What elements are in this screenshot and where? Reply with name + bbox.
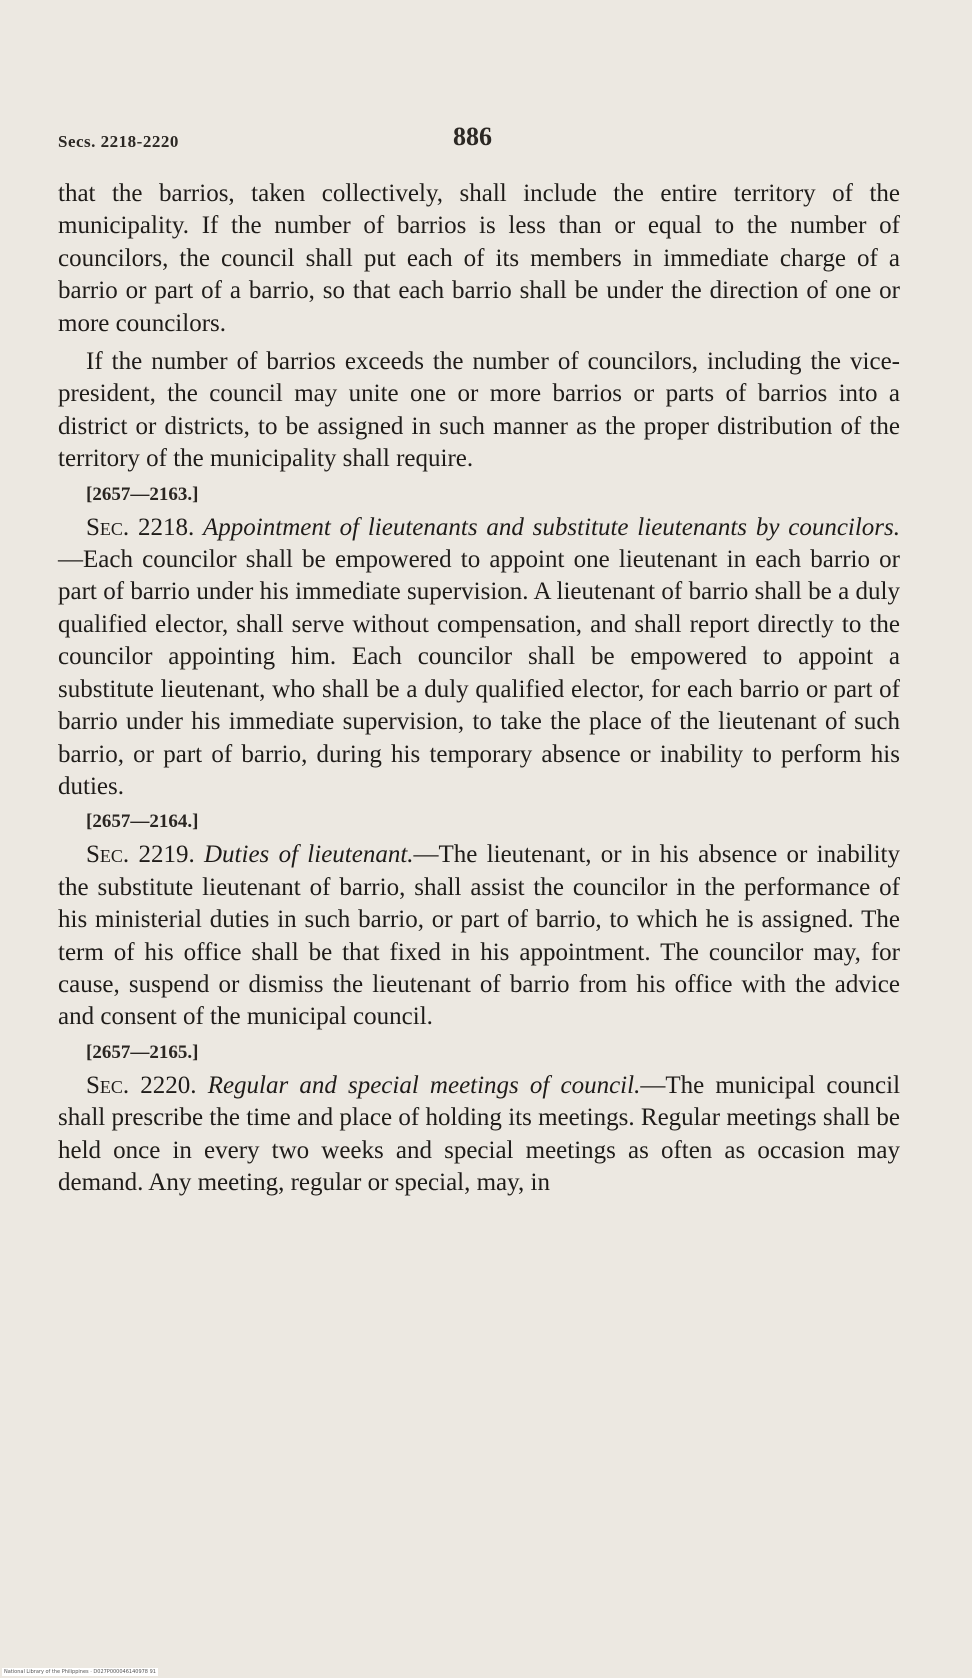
section-body: —The lieutenant, or in his absence or inability the substitute lieutenant of barrio, shall assist the councilor in the performance of his ministerial duties in such barrio, or part of barrio, to which he is assigned. The term of his office shall be that fixed in his appointment. The councilor may, for cause, suspend or dismiss the lieutenant of barrio from his office with the advice and consent of the municipal council. (58, 841, 900, 1031)
section-number: Sec. 2220. (86, 1071, 197, 1099)
section-number: Sec. 2219. (86, 841, 195, 869)
page-header (58, 122, 900, 156)
section-citation: [2657—2163.] (86, 483, 199, 505)
section-paragraph (58, 1070, 900, 1200)
section-paragraph (58, 512, 900, 804)
section-heading: Regular and special meetings of council. (207, 1071, 641, 1099)
section-2219 (58, 809, 900, 1033)
paragraph-continued: that the barrios, taken collectively, shall include the entire territory of the municipality. If the number of barrios is less than or equal to the number of councilors, the council shall put each of its members in immediate charge of a barrio or part of a barrio, so that each barrio shall be under the direction of one or more councilors. (58, 180, 900, 337)
section-body: —The municipal council shall prescribe the time and place of holding its meetings. Regular meetings shall be held once in every two weeks and special meetings as often as occasion may demand. Any meeting, regular or special, may, in (58, 1071, 901, 1196)
section-paragraph (58, 839, 900, 1033)
section-number: Sec. 2218. (86, 513, 195, 541)
running-head-section-range: Secs. 2218-2220 (58, 132, 179, 151)
section-citation: [2657—2164.] (86, 811, 199, 833)
section-body: —Each councilor shall be empowered to appoint one lieutenant in each barrio or part of barrio under his immediate supervision. A lieutenant of barrio shall be a duly qualified elector, shall serve without compensation, and shall report directly to the councilor appointing him. Each councilor shall be empowered to appoint a substitute lieutenant, who shall be a duly qualified elector, for each barrio or part of barrio under his immediate supervision, to take the place of the lieutenant of such barrio, or part of barrio, during his temporary absence or inability to perform his duties. (58, 546, 900, 800)
section-heading: Appointment of lieutenants and substitute lieutenants by councilors. (203, 513, 901, 541)
page-number: 886 (453, 122, 492, 151)
section-2218 (58, 482, 900, 804)
section-citation: [2657—2165.] (86, 1041, 199, 1063)
section-2220 (58, 1040, 900, 1200)
section-heading: Duties of lieutenant. (204, 841, 414, 869)
paragraph: If the number of barrios exceeds the number of councilors, including the vice-president, the council may unite one or more barrios or parts of barrios into a district or districts, to be assigned in such manner as the proper distribution of the territory of the municipality shall require. (58, 348, 900, 473)
page-body (58, 178, 900, 1199)
scan-credit-footer: National Library of the Philippines · D027P000046140978 91 (4, 1669, 156, 1675)
